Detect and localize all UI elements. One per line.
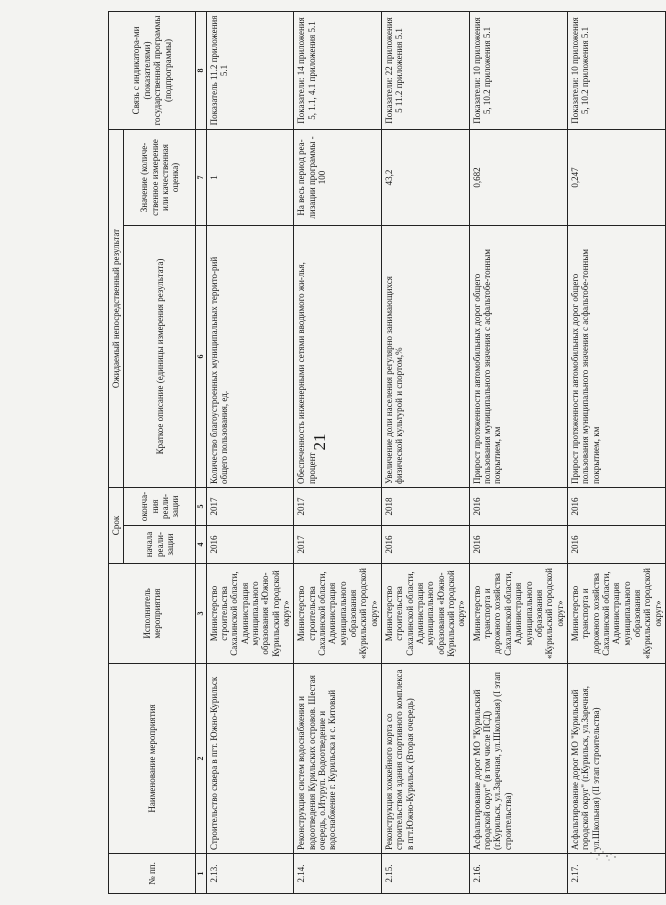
row-executor: Министерство транспорта и дорожного хозяйства Сахалинской области, Администрация муниципального образования «Курильский городской округ» — [469, 564, 567, 664]
row-num: 2.15. — [382, 854, 470, 894]
header-executor: Исполнитель мероприятия — [109, 564, 196, 664]
header-num: № пп. — [109, 854, 196, 894]
row-value: 0,247 — [567, 129, 665, 225]
header-name: Наименование мероприятия — [109, 664, 196, 854]
column-number-row — [196, 11, 206, 893]
header-expected: Ожидаемый непосредственный результат — [109, 129, 124, 487]
row-value: На весь период реа-лизации программы - 100 — [294, 129, 382, 225]
row-link: Показатели: 14 приложения 5, 1.1, 4.1 приложения 5.1 — [294, 11, 382, 129]
row-executor: Министерство транспорта и дорожного хозяйства Сахалинской области, Администрация муниципального образования «Курильский городской округ» — [567, 564, 665, 664]
row-name: Реконструкция хоккейного корта со строительством здания спортивного комплекса в пгт.Южно-Курильск (Вторая очередь) — [382, 664, 470, 854]
column-number: 7 — [196, 129, 206, 225]
row-end: 2016 — [469, 487, 567, 525]
row-link: Показатели: 10 приложения 5, 10.2 приложения 5.1 — [469, 11, 567, 129]
row-end: 2018 — [382, 487, 470, 525]
row-name: Асфальтирование дорог МО "Курильский городской округ" (г.Курильск, ул.Заречная, ул.Школьная) (II этап строительства) — [567, 664, 665, 854]
table-row — [294, 11, 382, 893]
row-name: Строительство сквера в пгт. Южно-Курильск — [206, 664, 294, 854]
header-value: Значение (количе-ственное измерение или качественная оценка) — [124, 129, 196, 225]
header-start: начала реали-зации — [124, 526, 196, 564]
page-number: 21 — [310, 433, 329, 451]
column-number: 1 — [196, 854, 206, 894]
row-num: 2.16. — [469, 854, 567, 894]
table-row — [206, 11, 294, 893]
table-row — [469, 11, 567, 893]
row-executor: Министерство строительства Сахалинской области, Администрация муниципального образования «Южно-Курильский городской округ» — [382, 564, 470, 664]
row-start: 2016 — [382, 526, 470, 564]
column-number: 5 — [196, 487, 206, 525]
rotated-table-frame — [108, 12, 663, 894]
table-row — [382, 11, 470, 893]
row-description: Прирост протяженности автомобильных дорог общего пользования муниципального значения с асфальтобе-тонным покрытием, км — [469, 225, 567, 487]
row-description: Обеспеченность инженерными сетями вводимого жи-лья, процент — [294, 225, 382, 487]
row-num: 2.13. — [206, 854, 294, 894]
row-value: 43,2 — [382, 129, 470, 225]
column-number: 4 — [196, 526, 206, 564]
row-description: Увеличение доли населения регулярно занимающихся физической культурой и спортом,% — [382, 225, 470, 487]
column-number: 6 — [196, 225, 206, 487]
row-start: 2016 — [206, 526, 294, 564]
column-number: 8 — [196, 11, 206, 129]
row-link: Показатели: 10 приложения 5, 10.2 приложения 5.1 — [567, 11, 665, 129]
row-description: Количество благоустроенных муниципальных террито-рий общего пользования, ед. — [206, 225, 294, 487]
table-sheet — [108, 12, 663, 894]
column-number: 3 — [196, 564, 206, 664]
header-link: Связь с индикатора-ми (показателями) государственной программы (подпрограммы) — [109, 11, 196, 129]
row-start: 2016 — [567, 526, 665, 564]
row-start: 2017 — [294, 526, 382, 564]
row-value: 1 — [206, 129, 294, 225]
row-name: Реконструкция систем водоснабжения и водоотведения Курильских островов. Шестая очередь, о.Итуруп. Водоотведение и водоснабжение г. Курильска и с. Китовый — [294, 664, 382, 854]
row-value: 0,682 — [469, 129, 567, 225]
row-end: 2017 — [294, 487, 382, 525]
header-end: оконча-ния реали-зации — [124, 487, 196, 525]
table-row — [567, 11, 665, 893]
row-executor: Министерство строительства Сахалинской области, Администрация муниципального образования «Южно-Курильский городской округ» — [206, 564, 294, 664]
row-end: 2017 — [206, 487, 294, 525]
row-num: 2.17. — [567, 854, 665, 894]
row-end: 2016 — [567, 487, 665, 525]
row-name: Асфальтирование дорог МО "Курильский городской округ" (в том числе ПСД) (г.Курильск, ул.Заречная, ул.Школьная) (I этап строительства) — [469, 664, 567, 854]
row-description: Прирост протяженности автомобильных дорог общего пользования муниципального значения с асфальтобе-тонным покрытием, км — [567, 225, 665, 487]
row-link: Показатель 11.2 приложения 5.1 — [206, 11, 294, 129]
row-executor: Министерство строительства Сахалинской области, Администрация муниципального образования «Курильский городской округ» — [294, 564, 382, 664]
header-description: Краткое описание (единицы измерения результата) — [124, 225, 196, 487]
row-num: 2.14. — [294, 854, 382, 894]
row-start: 2016 — [469, 526, 567, 564]
measures-table — [108, 11, 666, 894]
column-number: 2 — [196, 664, 206, 854]
row-link: Показатели: 22 приложения 5 11.2 приложения 5.1 — [382, 11, 470, 129]
header-term: Срок — [109, 487, 124, 563]
